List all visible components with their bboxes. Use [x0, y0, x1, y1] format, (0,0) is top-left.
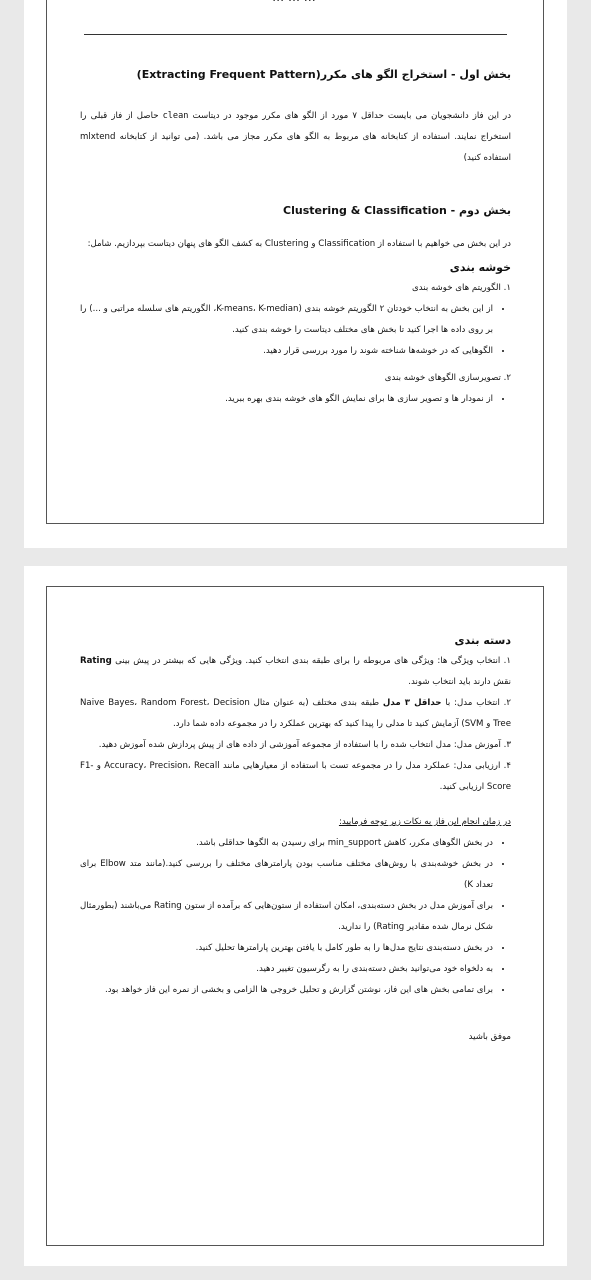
item1-bullet1: • از این بخش به انتخاب خودتان ۲ الگوریتم خوشه بندی (K-means، K-median، الگوریتم های سلسله مراتبی و ...) را بر روی داده ها اجرا کنید تا بخش های مختلف دیتاست را خوشه بندی کنید. — [80, 299, 493, 341]
c2 — [80, 693, 511, 735]
item1-title: ۱. الگوریتم های خوشه بندی — [412, 283, 511, 293]
item2-title: ۲. تصویرسازی الگوهای خوشه بندی — [384, 373, 511, 383]
document-page-1 — [24, 0, 567, 548]
c3: ۳. آموزش مدل: مدل انتخاب شده را با استفاده از مجموعه آموزشی از داده های از پیش پردازش شده آموزش دهید. — [98, 740, 511, 750]
classification-heading: دسته بندی — [454, 634, 511, 647]
closing-text: موفق باشید — [468, 1032, 511, 1042]
section1-title: بخش اول - استخراج الگو های مکرر(Extracting Frequent Pattern) — [136, 68, 511, 81]
cut-off-title — [224, 0, 364, 4]
section1-body — [80, 106, 511, 169]
notes-list — [80, 833, 511, 1001]
section2 — [80, 200, 511, 221]
note-item: • در بخش دسته‌بندی نتایج مدل‌ها را به طور کامل با یافتن بهترین پارامترها تحلیل کنید. — [80, 938, 493, 959]
note-item: • به دلخواه خود می‌توانید بخش دسته‌بندی را به رگرسیون تغییر دهید. — [80, 959, 493, 980]
c1 — [80, 651, 511, 693]
note-item: • برای آموزش مدل در بخش دسته‌بندی، امکان استفاده از ستون‌هایی که برآمده از ستون Rating می‌باشند (بطورمثال شکل نرمال شده مقادیر Rating) را ندارید. — [80, 896, 493, 938]
c2-bold: حداقل ۳ مدل — [382, 698, 442, 708]
item1-bullet2: • الگوهایی که در خوشه‌ها شناخته شوند را مورد بررسی قرار دهید. — [80, 341, 493, 362]
note-item: • برای تمامی بخش های این فاز، نوشتن گزارش و تحلیل خروجی ها الزامی و بخشی از نمره این فاز خواهد بود. — [80, 980, 493, 1001]
section1-text1: در این فاز دانشجویان می بایست حداقل ۷ مورد از الگو های مکرر موجود در دیتاست — [192, 111, 512, 121]
c2-b: طبقه بندی مختلف (به عنوان مثال Naive Bayes، Random Forest، Decision Tree و SVM) آزمایش کنید تا مدلی را پیدا کنید که بهترین عملکرد را در مجموعه داده شما دارد. — [80, 698, 511, 729]
c1-end: نقش دارند باید انتخاب شوند. — [408, 677, 511, 687]
clustering-heading: خوشه بندی — [449, 261, 511, 274]
clean-word: clean — [162, 111, 189, 121]
section1-text2: حاصل از فاز قبلی را استخراج نمایند. استفاده از کتابخانه های مربوط به الگو های مکرر مجاز می باشد. (می توانید از کتابخانه mlxtend استفاده کنید) — [80, 111, 511, 163]
classification-section — [80, 630, 511, 1048]
c4: ۴. ارزیابی مدل: عملکرد مدل را در مجموعه تست با استفاده از معیارهایی مانند Accuracy، Precision، Recall و F1-Score ارزیابی کنید. — [80, 761, 511, 792]
document-page-2 — [24, 566, 567, 1266]
note-item: • در بخش الگوهای مکرر، کاهش min_support برای رسیدن به الگوها حداقلی باشد. — [80, 833, 493, 854]
c2-a: ۲. انتخاب مدل: با — [445, 698, 512, 708]
section2-body — [80, 234, 511, 410]
c1-text: ۱. انتخاب ویژگی ها: ویژگی های مربوطه را برای طبقه بندی انتخاب کنید. ویژگی هایی که بیشتر در پیش بینی — [115, 656, 512, 666]
note-item: • در بخش خوشه‌بندی با روش‌های مختلف مناسب بودن پارامترهای مختلف را بررسی کنید.(مانند متد Elbow برای تعداد K) — [80, 854, 493, 896]
section2-text: در این بخش می خواهیم با استفاده از Classification و Clustering به کشف الگو های پنهان دیتاست بپردازیم. شامل: — [87, 239, 511, 249]
section1 — [80, 64, 511, 85]
section2-title: بخش دوم - Clustering & Classification — [283, 204, 511, 217]
item2-bullet1: • از نمودار ها و تصویر سازی ها برای نمایش الگو های خوشه بندی بهره ببرید. — [80, 389, 493, 410]
c1-bold: Rating — [80, 656, 112, 666]
notes-heading: در زمان انجام این فاز به نکات زیر توجه فرمایید: — [338, 817, 511, 827]
divider — [84, 34, 507, 35]
